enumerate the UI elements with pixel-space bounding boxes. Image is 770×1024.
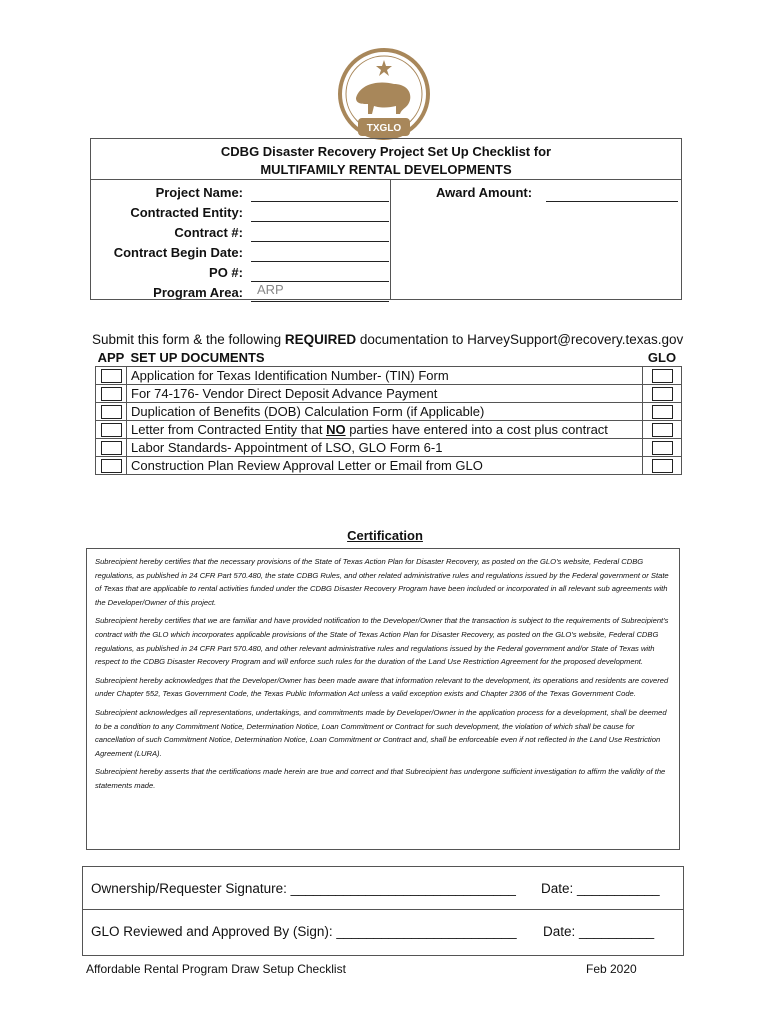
footer-left: Affordable Rental Program Draw Setup Checklist bbox=[86, 962, 346, 976]
program-area-label: Program Area: bbox=[153, 285, 243, 300]
app-checkbox[interactable] bbox=[101, 405, 122, 419]
cert-paragraph: Subrecipient hereby asserts that the certifications made herein are true and correct and that Subrecipient has undergone sufficient investigation to affirm the validity of the statements made. bbox=[95, 767, 666, 790]
glo-signature-field[interactable]: GLO Reviewed and Approved By (Sign): ________________________ bbox=[91, 924, 517, 939]
table-row bbox=[96, 385, 682, 403]
glo-checkbox[interactable] bbox=[652, 423, 673, 437]
cert-paragraph: Subrecipient acknowledges all representations, undertakings, and commitments made by Developer/Owner in the application process for a development, shall be deemed to be a condition to any Commitment Notice, Determination Notice, Loan Commitment or Contract for such development, the violation of which shall be cause for cancellation of such Commitment Notice, Determination Notice, Loan Commitment or Contract and, shall be enforceable even if not reflected in the Land Use Restriction Agreement (LURA). bbox=[95, 707, 667, 758]
app-checkbox[interactable] bbox=[101, 441, 122, 455]
footer-right: Feb 2020 bbox=[586, 962, 637, 976]
doc-item: Letter from Contracted Entity that NO parties have entered into a cost plus contract bbox=[127, 421, 643, 439]
award-amount-field[interactable] bbox=[546, 187, 678, 202]
table-row bbox=[96, 403, 682, 421]
app-checkbox[interactable] bbox=[101, 423, 122, 437]
submit-prefix: Submit this form & the following bbox=[92, 332, 285, 347]
col-app: APP bbox=[97, 350, 125, 365]
logo-text: TXGLO bbox=[366, 123, 402, 134]
glo-checkbox[interactable] bbox=[652, 459, 673, 473]
signature-box bbox=[82, 866, 684, 956]
submit-instructions bbox=[92, 332, 683, 347]
doc-item: Labor Standards- Appointment of LSO, GLO Form 6-1 bbox=[127, 439, 643, 457]
certification-title: Certification bbox=[347, 528, 423, 543]
po-number-label: PO #: bbox=[209, 265, 243, 280]
submit-required: REQUIRED bbox=[284, 332, 357, 347]
glo-checkbox[interactable] bbox=[652, 441, 673, 455]
glo-checkbox[interactable] bbox=[652, 387, 673, 401]
table-row bbox=[96, 421, 682, 439]
cert-paragraph: Subrecipient hereby certifies that the necessary provisions of the State of Texas Action Plan for Disaster Recovery, as posted on the GLO's website, Federal CDBG regulations, as published in 24 CFR Part 570.480, the state CDBG Rules, and other related administrative rules and regulations issued by the Federal government or State of Texas that are applicable to rental activities funded under the CDBG Disaster Recovery Program have been included or incorporated in all relevant sub agreements with the Developer/Owner of this project. bbox=[95, 557, 669, 607]
contracted-entity-label: Contracted Entity: bbox=[130, 205, 243, 220]
certification-box bbox=[86, 548, 680, 850]
title-line-2: MULTIFAMILY RENTAL DEVELOPMENTS bbox=[260, 162, 512, 177]
owner-signature-field[interactable]: Ownership/Requester Signature: ______________________________ bbox=[91, 881, 516, 896]
award-amount-label: Award Amount: bbox=[436, 185, 533, 200]
doc-item: Construction Plan Review Approval Letter or Email from GLO bbox=[127, 457, 643, 475]
project-name-field[interactable] bbox=[251, 187, 389, 202]
contract-number-label: Contract #: bbox=[174, 225, 243, 240]
app-checkbox[interactable] bbox=[101, 459, 122, 473]
app-checkbox[interactable] bbox=[101, 369, 122, 383]
contract-begin-date-label: Contract Begin Date: bbox=[113, 245, 243, 260]
table-row bbox=[96, 367, 682, 385]
table-row bbox=[96, 457, 682, 475]
glo-checkbox[interactable] bbox=[652, 405, 673, 419]
submit-suffix: documentation to HarveySupport@recovery.texas.gov bbox=[356, 332, 684, 347]
setup-documents-table bbox=[95, 349, 682, 475]
form-title bbox=[91, 143, 681, 179]
table-header-row bbox=[96, 349, 682, 367]
col-glo: GLO bbox=[647, 350, 677, 365]
glo-checkbox[interactable] bbox=[652, 369, 673, 383]
program-area-value: ARP bbox=[257, 282, 284, 297]
cert-paragraph: Subrecipient hereby acknowledges that the Developer/Owner has been made aware that information relevant to the development, its operations and residents are covered under Chapter 552, Texas Government Code, the Texas Public Information Act unless a valid exception exists and Chapter 2306 of the Texas Government Code. bbox=[95, 675, 669, 699]
doc-item: For 74-176- Vendor Direct Deposit Advance Payment bbox=[127, 385, 643, 403]
txglo-logo bbox=[338, 48, 430, 150]
glo-date-field[interactable]: Date: __________ bbox=[543, 924, 655, 939]
app-checkbox[interactable] bbox=[101, 387, 122, 401]
contract-number-field[interactable] bbox=[251, 227, 389, 242]
po-number-field[interactable] bbox=[251, 267, 389, 282]
title-line-1: CDBG Disaster Recovery Project Set Up Checklist for bbox=[220, 144, 552, 159]
contract-begin-date-field[interactable] bbox=[251, 247, 389, 262]
contracted-entity-field[interactable] bbox=[251, 207, 389, 222]
project-info-box bbox=[90, 138, 682, 300]
project-name-label: Project Name: bbox=[155, 185, 243, 200]
col-setup-docs: SET UP DOCUMENTS bbox=[130, 350, 265, 365]
doc-item: Duplication of Benefits (DOB) Calculation Form (if Applicable) bbox=[127, 403, 643, 421]
doc-item: Application for Texas Identification Number- (TIN) Form bbox=[127, 367, 643, 385]
owner-date-field[interactable]: Date: ___________ bbox=[541, 881, 660, 896]
cert-paragraph: Subrecipient hereby certifies that we are familiar and have provided notification to the Developer/Owner that the transaction is subject to the requirements of Subrecipient's contract with the GLO which incorporates applicable provisions of the State of Texas Action Plan for Disaster Recovery, as posted on the GLO's website, Federal CDBG regulations, as published in 24 CFR Part 570.480, and other relevant administrative rules and regulations issued by the Federal government and/or State of Texas with respect to the CDBG Disaster Recovery Program and will enforce such rules for the duration of the Land Use Restriction Agreement for the proposed development. bbox=[95, 616, 669, 667]
table-row bbox=[96, 439, 682, 457]
